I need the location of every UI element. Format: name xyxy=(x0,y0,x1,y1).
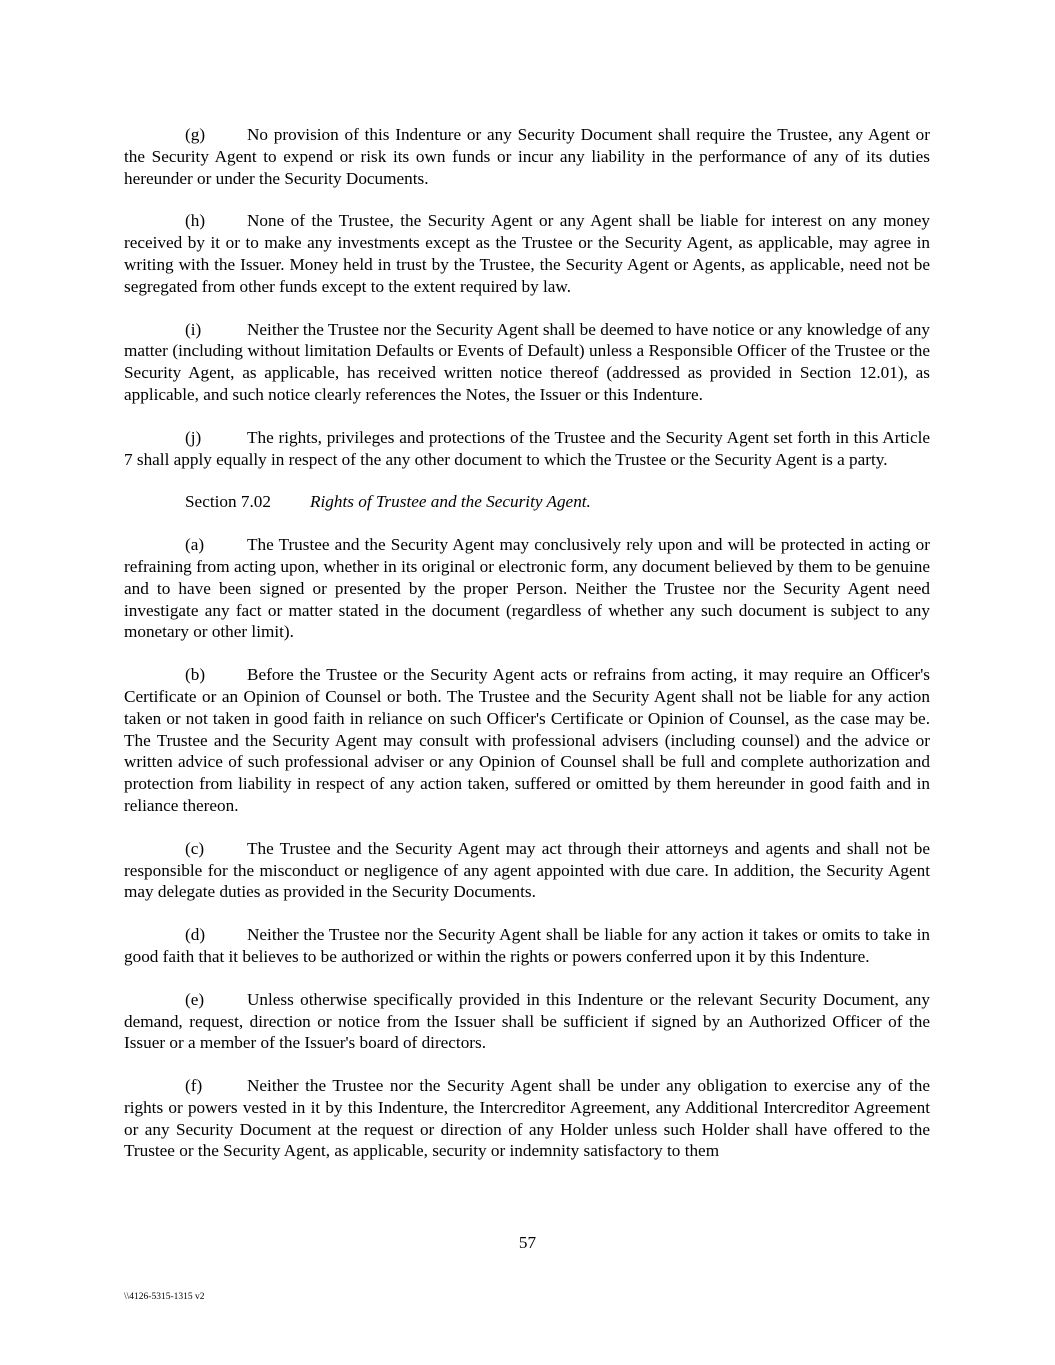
paragraph-d xyxy=(124,924,930,968)
document-id: \\4126-5315-1315 v2 xyxy=(124,1292,205,1302)
paragraph-c xyxy=(124,838,930,903)
paragraph-i xyxy=(124,319,930,406)
page-number: 57 xyxy=(518,1233,537,1252)
paragraph-j xyxy=(124,427,930,471)
paragraph-b xyxy=(124,664,930,817)
paragraph-text: Before the Trustee or the Security Agent acts or refrains from acting, it may require an Officer's Certificate or an Opinion of Counsel or both. The Trustee and the Security Agent shall not be liable for any action taken or not taken in good faith in reliance on such Officer's Certificate or Opinion of Counsel, as the case may be. The Trustee and the Security Agent may consult with professional advisers (including counsel) and the advice or written advice of such professional adviser or any Opinion of Counsel shall be full and complete authorization and protection from liability in respect of any action taken, suffered or omitted by them hereunder in good faith and in reliance thereon. xyxy=(124,665,930,815)
paragraph-text: No provision of this Indenture or any Security Document shall require the Trustee, any Agent or the Security Agent to expend or risk its own funds or incur any liability in the performance of any of its duties hereunder or under the Security Documents. xyxy=(124,125,930,188)
paragraph-label: (f) xyxy=(185,1076,203,1096)
paragraph-label: (b) xyxy=(185,665,206,685)
paragraph-text: Neither the Trustee nor the Security Agent shall be deemed to have notice or any knowledge of any matter (including without limitation Defaults or Events of Default) unless a Responsible Officer of the Trustee or the Security Agent, as applicable, has received written notice thereof (addressed as provided in Section 12.01), as applicable, and such notice clearly references the Notes, the Issuer or this Indenture. xyxy=(124,319,930,404)
paragraph-label: (g) xyxy=(185,125,206,144)
paragraph-label: (a) xyxy=(185,535,205,555)
paragraph-a xyxy=(124,534,930,643)
paragraph-label: (c) xyxy=(185,838,205,858)
section-number: Section 7.02 xyxy=(185,492,271,512)
paragraph-f xyxy=(124,1075,930,1162)
paragraph-label: (j) xyxy=(185,427,202,447)
section-title: Rights of Trustee and the Security Agent. xyxy=(310,492,591,512)
paragraph-text: The Trustee and the Security Agent may conclusively rely upon and will be protected in acting or refraining from acting upon, whether in its original or electronic form, any document believed by them to be genuine and to have been signed or presented by the proper Person. Neither the Trustee nor the Security Agent need investigate any fact or matter stated in the document (regardless of whether any such document is subject to any monetary or other limit). xyxy=(124,535,930,642)
paragraph-text: None of the Trustee, the Security Agent or any Agent shall be liable for interest on any money received by it or to make any investments except as the Trustee or the Security Agent, as applicable, may agree in writing with the Issuer. Money held in trust by the Trustee, the Security Agent or Agents, as applicable, need not be segregated from other funds except to the extent required by law. xyxy=(124,211,930,296)
paragraph-text: Neither the Trustee nor the Security Agent shall be under any obligation to exercise any of the rights or powers vested in it by this Indenture, the Intercreditor Agreement, any Additional Intercreditor Agreement or any Security Document at the request or direction of any Holder unless such Holder shall have offered to the Trustee or the Security Agent, as applicable, security or indemnity satisfactory to them xyxy=(124,1076,930,1161)
paragraph-e xyxy=(124,989,930,1054)
paragraph-g xyxy=(124,124,930,189)
paragraph-label: (d) xyxy=(185,925,206,945)
paragraph-label: (i) xyxy=(185,319,202,339)
paragraph-label: (e) xyxy=(185,989,205,1009)
paragraph-text: The rights, privileges and protections of the Trustee and the Security Agent set forth in this Article 7 shall apply equally in respect of the any other document to which the Trustee or the Security Agent is a party. xyxy=(124,427,930,469)
paragraph-text: Neither the Trustee nor the Security Agent shall be liable for any action it takes or omits to take in good faith that it believes to be authorized or within the rights or powers conferred upon it by this Indenture. xyxy=(124,925,930,966)
section-heading xyxy=(124,491,930,513)
document-page xyxy=(124,124,930,1183)
paragraph-h xyxy=(124,210,930,297)
paragraph-text: The Trustee and the Security Agent may act through their attorneys and agents and shall not be responsible for the misconduct or negligence of any agent appointed with due care. In addition, the Security Agent may delegate duties as provided in the Security Documents. xyxy=(124,838,930,902)
paragraph-text: Unless otherwise specifically provided in this Indenture or the relevant Security Document, any demand, request, direction or notice from the Issuer shall be sufficient if signed by an Authorized Officer of the Issuer or a member of the Issuer's board of directors. xyxy=(124,989,930,1053)
paragraph-label: (h) xyxy=(185,211,206,231)
